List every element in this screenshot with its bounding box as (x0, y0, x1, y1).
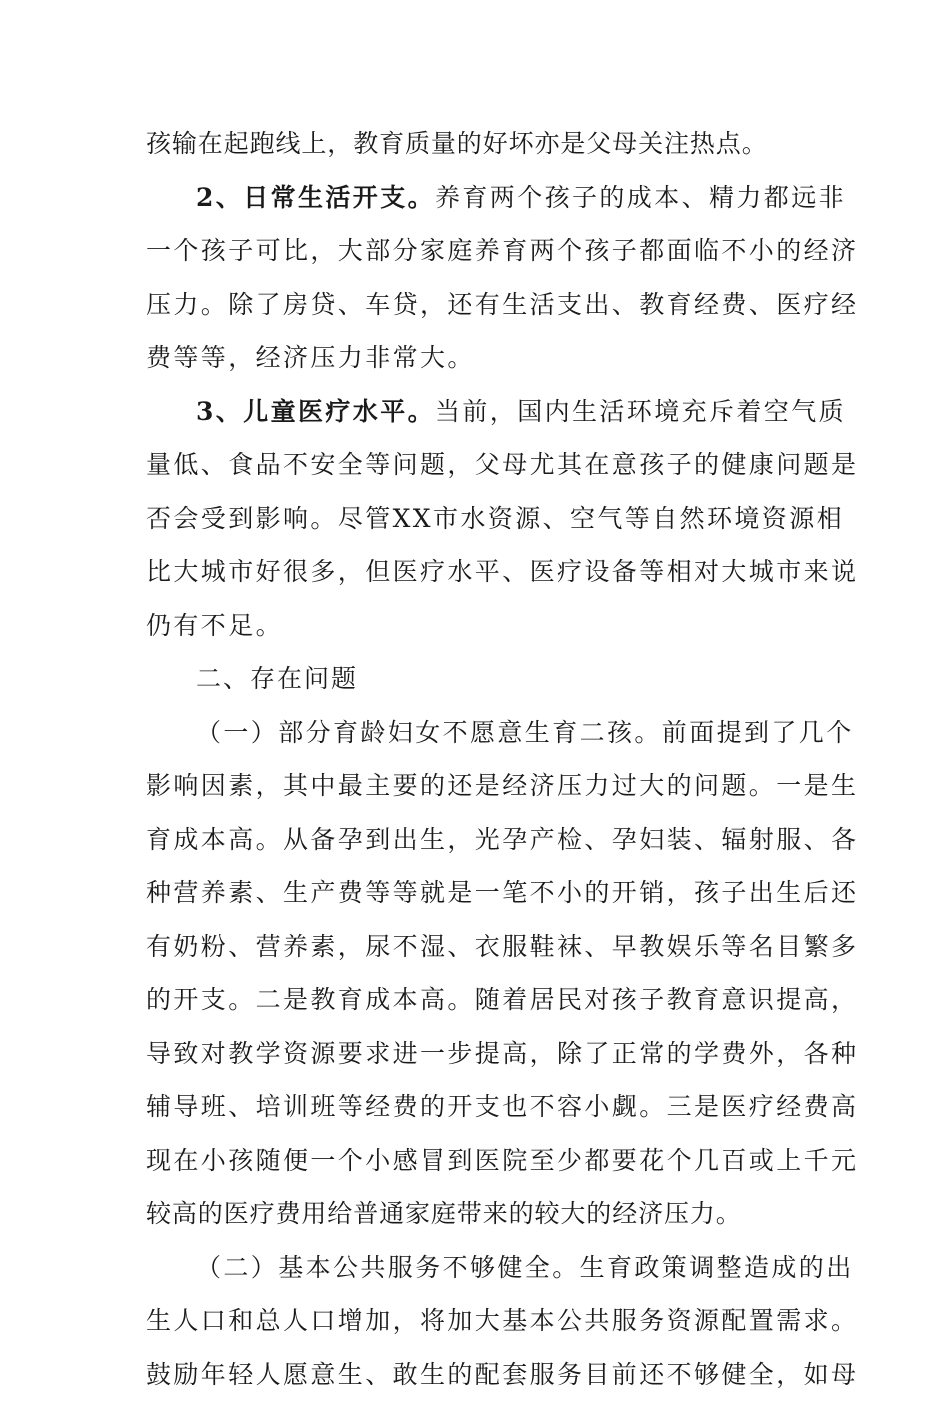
paragraph-line (146, 759, 816, 813)
subheading-line (146, 385, 816, 439)
paragraph-text: 现在小孩随便一个小感冒到医院至少都要花个几百或上千元 (146, 1146, 858, 1175)
paragraph-line (146, 866, 816, 920)
paragraph-line (146, 492, 816, 546)
paragraph-line (146, 1080, 816, 1134)
paragraph-text: 当前，国内生活环境充斥着空气质 (435, 397, 846, 426)
subheading-label: 3、儿童医疗水平。 (196, 397, 435, 426)
subheading-line (146, 171, 816, 225)
paragraph-text: 费等等，经济压力非常大。 (146, 343, 475, 372)
paragraph-line (146, 813, 816, 867)
paragraph-text: 的开支。二是教育成本高。随着居民对孩子教育意识提高， (146, 985, 858, 1014)
paragraph-line (146, 973, 816, 1027)
paragraph-line (146, 1348, 816, 1401)
section-heading (146, 652, 816, 706)
paragraph-line (146, 1027, 816, 1081)
paragraph-line (146, 1294, 816, 1348)
paragraph-text: 影响因素，其中最主要的还是经济压力过大的问题。一是生 (146, 771, 858, 800)
paragraph-text: 生人口和总人口增加，将加大基本公共服务资源配置需求。 (146, 1306, 858, 1335)
paragraph-text: 导致对教学资源要求进一步提高，除了正常的学费外，各种 (146, 1039, 858, 1068)
paragraph-text: 否会受到影响。尽管XX市水资源、空气等自然环境资源相 (146, 504, 844, 533)
paragraph-text: 比大城市好很多，但医疗水平、医疗设备等相对大城市来说 (146, 557, 858, 586)
paragraph-text: 种营养素、生产费等等就是一笔不小的开销，孩子出生后还 (146, 878, 858, 907)
paragraph-line (146, 278, 816, 332)
paragraph-text: 压力。除了房贷、车贷，还有生活支出、教育经费、医疗经 (146, 290, 858, 319)
paragraph-line (146, 1187, 816, 1241)
section-heading-text: 二、存在问题 (196, 664, 358, 693)
paragraph-line (146, 1241, 816, 1295)
paragraph-text: 有奶粉、营养素，尿不湿、衣服鞋袜、早教娱乐等名目繁多 (146, 932, 858, 961)
paragraph-text: 仍有不足。 (146, 611, 283, 640)
subheading-label: 2、日常生活开支。 (196, 183, 435, 212)
paragraph-text: 孩输在起跑线上，教育质量的好坏亦是父母关注热点。 (146, 129, 768, 158)
paragraph-text: 育成本高。从备孕到出生，光孕产检、孕妇装、辐射服、各 (146, 825, 858, 854)
paragraph-text: 鼓励年轻人愿意生、敢生的配套服务目前还不够健全，如母 (146, 1360, 858, 1389)
paragraph-line (146, 920, 816, 974)
paragraph-line (146, 117, 816, 171)
paragraph-line (146, 1134, 816, 1188)
paragraph-text: 量低、食品不安全等问题，父母尤其在意孩子的健康问题是 (146, 450, 858, 479)
paragraph-text: （二）基本公共服务不够健全。生育政策调整造成的出 (196, 1253, 854, 1282)
paragraph-line (146, 545, 816, 599)
paragraph-text: （一）部分育龄妇女不愿意生育二孩。前面提到了几个 (196, 718, 854, 747)
paragraph-text: 较高的医疗费用给普通家庭带来的较大的经济压力。 (146, 1199, 742, 1228)
document-body (146, 117, 816, 1401)
paragraph-line (146, 706, 816, 760)
paragraph-line (146, 599, 816, 653)
paragraph-line (146, 438, 816, 492)
paragraph-text: 一个孩子可比，大部分家庭养育两个孩子都面临不小的经济 (146, 236, 858, 265)
paragraph-text: 辅导班、培训班等经费的开支也不容小觑。三是医疗经费高 (146, 1092, 858, 1121)
paragraph-line (146, 224, 816, 278)
paragraph-text: 养育两个孩子的成本、精力都远非 (435, 183, 846, 212)
paragraph-line (146, 331, 816, 385)
